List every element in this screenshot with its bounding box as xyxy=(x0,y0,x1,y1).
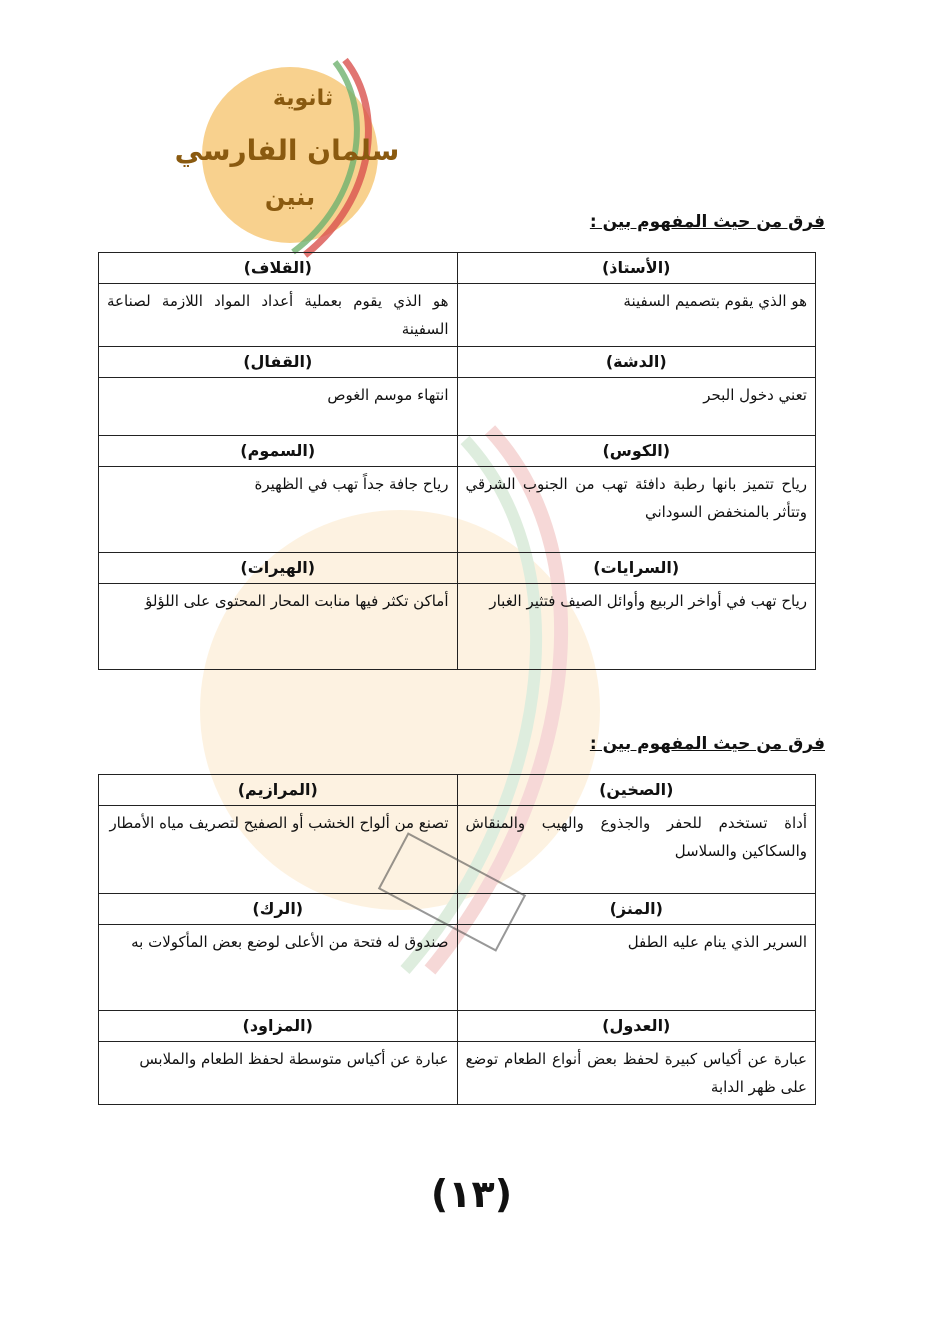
terms-table-2 xyxy=(98,774,816,1105)
logo-emblem xyxy=(174,50,400,260)
term-cell: (الدشة) xyxy=(457,347,816,378)
term-cell: (القلاف) xyxy=(99,253,458,284)
logo-line3: بنين xyxy=(264,183,316,211)
definition-cell: انتهاء موسم الغوص xyxy=(99,378,458,436)
term-cell: (الكوس) xyxy=(457,436,816,467)
definition-cell: رياح تتميز بانها رطبة دافئة تهب من الجنوب الشرقي وتتأثر بالمنخفض السوداني xyxy=(457,467,816,553)
term-cell: (المزاود) xyxy=(99,1011,458,1042)
section-1-title: فرق من حيث المفهوم بين : xyxy=(589,212,825,232)
definition-cell: رياح جافة جداً تهب في الظهيرة xyxy=(99,467,458,553)
definition-cell: أداة تستخدم للحفر والجذوع والهيب والمنقاش والسكاكين والسلاسل xyxy=(457,806,816,894)
term-cell: (العدول) xyxy=(457,1011,816,1042)
definition-cell: تعني دخول البحر xyxy=(457,378,816,436)
definition-cell: صندوق له فتحة من الأعلى لوضع بعض المأكولات به xyxy=(99,925,458,1011)
logo-line2: سلمان الفارسي xyxy=(174,134,400,167)
definition-cell: عبارة عن أكياس كبيرة لحفظ بعض أنواع الطعام توضع على ظهر الدابة xyxy=(457,1042,816,1105)
term-cell: (السرايات) xyxy=(457,553,816,584)
definition-cell: أماكن تكثر فيها منابت المحار المحتوى على اللؤلؤ xyxy=(99,584,458,670)
term-cell: (القفال) xyxy=(99,347,458,378)
page-number: (١٣) xyxy=(430,1172,513,1216)
term-cell: (المنز) xyxy=(457,894,816,925)
term-cell: (الأستاذ) xyxy=(457,253,816,284)
section-2-title: فرق من حيث المفهوم بين : xyxy=(589,734,825,754)
term-cell: (المرازيم) xyxy=(99,775,458,806)
term-cell: (الرك) xyxy=(99,894,458,925)
definition-cell: هو الذي يقوم بتصميم السفينة xyxy=(457,284,816,347)
term-cell: (الهيرات) xyxy=(99,553,458,584)
definition-cell: هو الذي يقوم بعملية أعداد المواد اللازمة لصناعة السفينة xyxy=(99,284,458,347)
definition-cell: تصنع من ألواح الخشب أو الصفيح لتصريف مياه الأمطار xyxy=(99,806,458,894)
definition-cell: رياح تهب في أواخر الربيع وأوائل الصيف فتثير الغبار xyxy=(457,584,816,670)
term-cell: (الصخين) xyxy=(457,775,816,806)
school-logo xyxy=(174,50,400,260)
term-cell: (السموم) xyxy=(99,436,458,467)
logo-line1: ثانوية xyxy=(272,86,334,111)
definition-cell: السرير الذي ينام عليه الطفل xyxy=(457,925,816,1011)
definition-cell: عبارة عن أكياس متوسطة لحفظ الطعام والملابس xyxy=(99,1042,458,1105)
terms-table-1 xyxy=(98,252,816,670)
